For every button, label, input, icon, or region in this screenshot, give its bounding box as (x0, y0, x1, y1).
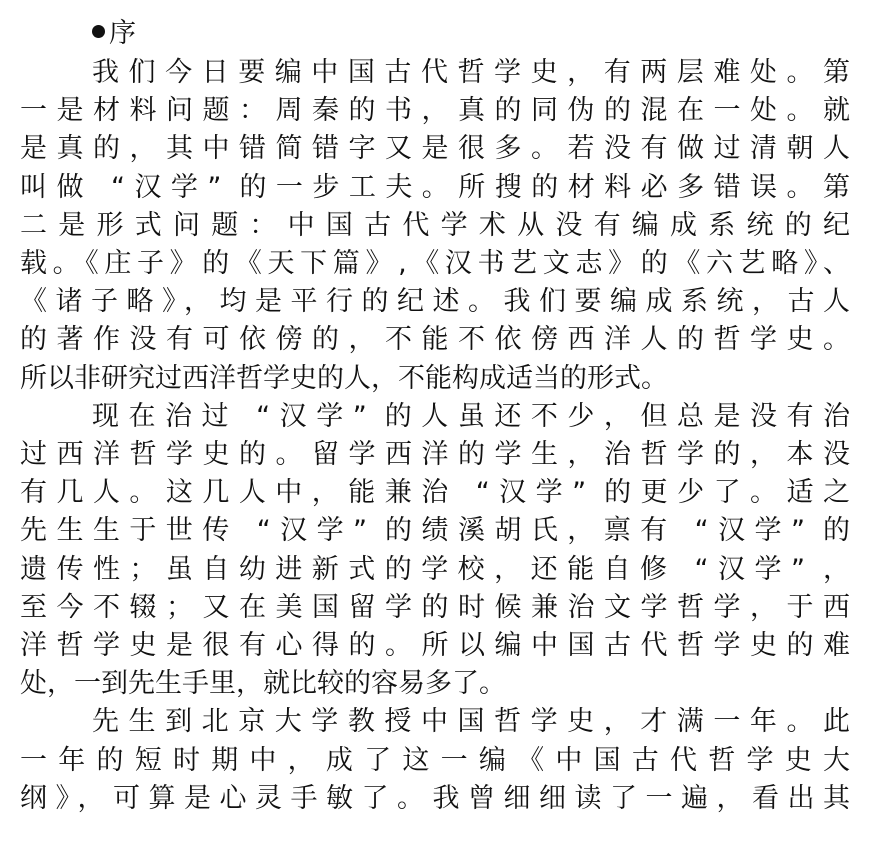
text-line: 有几人。这几人中，能兼治 “汉学” 的更少了。适之 (20, 477, 850, 509)
text-line: 先生到北京大学教授中国哲学史，才满一年。此 (92, 706, 850, 738)
text-line: 遗传性；虽自幼进新式的学校，还能自修 “汉学” ， (20, 553, 850, 585)
text-line: 先生生于世传 “汉学” 的绩溪胡氏，禀有 “汉学” 的 (20, 515, 850, 547)
text-line: 叫做 “汉学” 的一步工夫。所搜的材料必多错误。第 (20, 171, 850, 203)
text-line: 过西洋哲学史的。留学西洋的学生，治哲学的，本没 (20, 439, 850, 470)
text-line: 至今不辍；又在美国留学的时候兼治文学哲学，于西 (20, 591, 850, 623)
text-line: 二是形式问题：中国古代学术从没有编成系统的纪 (20, 209, 850, 241)
text-line: 是真的，其中错简错字又是很多。若没有做过清朝人 (20, 133, 850, 165)
text-line: 《诸子略》，均是平行的纪述。我们要编成系统，古人 (20, 286, 850, 318)
text-line: 所以非研究过西洋哲学史的人，不能构成适当的形式。 (20, 362, 668, 394)
bullet-icon (92, 25, 105, 38)
text-line: 一是材料问题：周秦的书，真的同伪的混在一处。就 (20, 95, 850, 127)
text-line: 一年的短时期中，成了这一编《中国古代哲学史大 (20, 744, 850, 776)
section-heading (92, 14, 136, 54)
text-line: 我们今日要编中国古代哲学史，有两层难处。第 (92, 57, 850, 88)
text-line: 的著作没有可依傍的，不能不依傍西洋人的哲学史。 (20, 324, 850, 356)
text-line: 纲》，可算是心灵手敏了。我曾细细读了一遍，看出其 (20, 782, 850, 814)
text-line: 洋哲学史是很有心得的。所以编中国古代哲学史的难 (20, 630, 850, 661)
text-line: 载。《庄子》的《天下篇》,《汉书艺文志》的《六艺略》、 (20, 248, 850, 279)
text-line: 现在治过 “汉学” 的人虽还不少，但总是没有治 (92, 400, 850, 432)
text-line: 处，一到先生手里，就比较的容易多了。 (20, 668, 506, 700)
heading-text: 序 (109, 18, 136, 49)
